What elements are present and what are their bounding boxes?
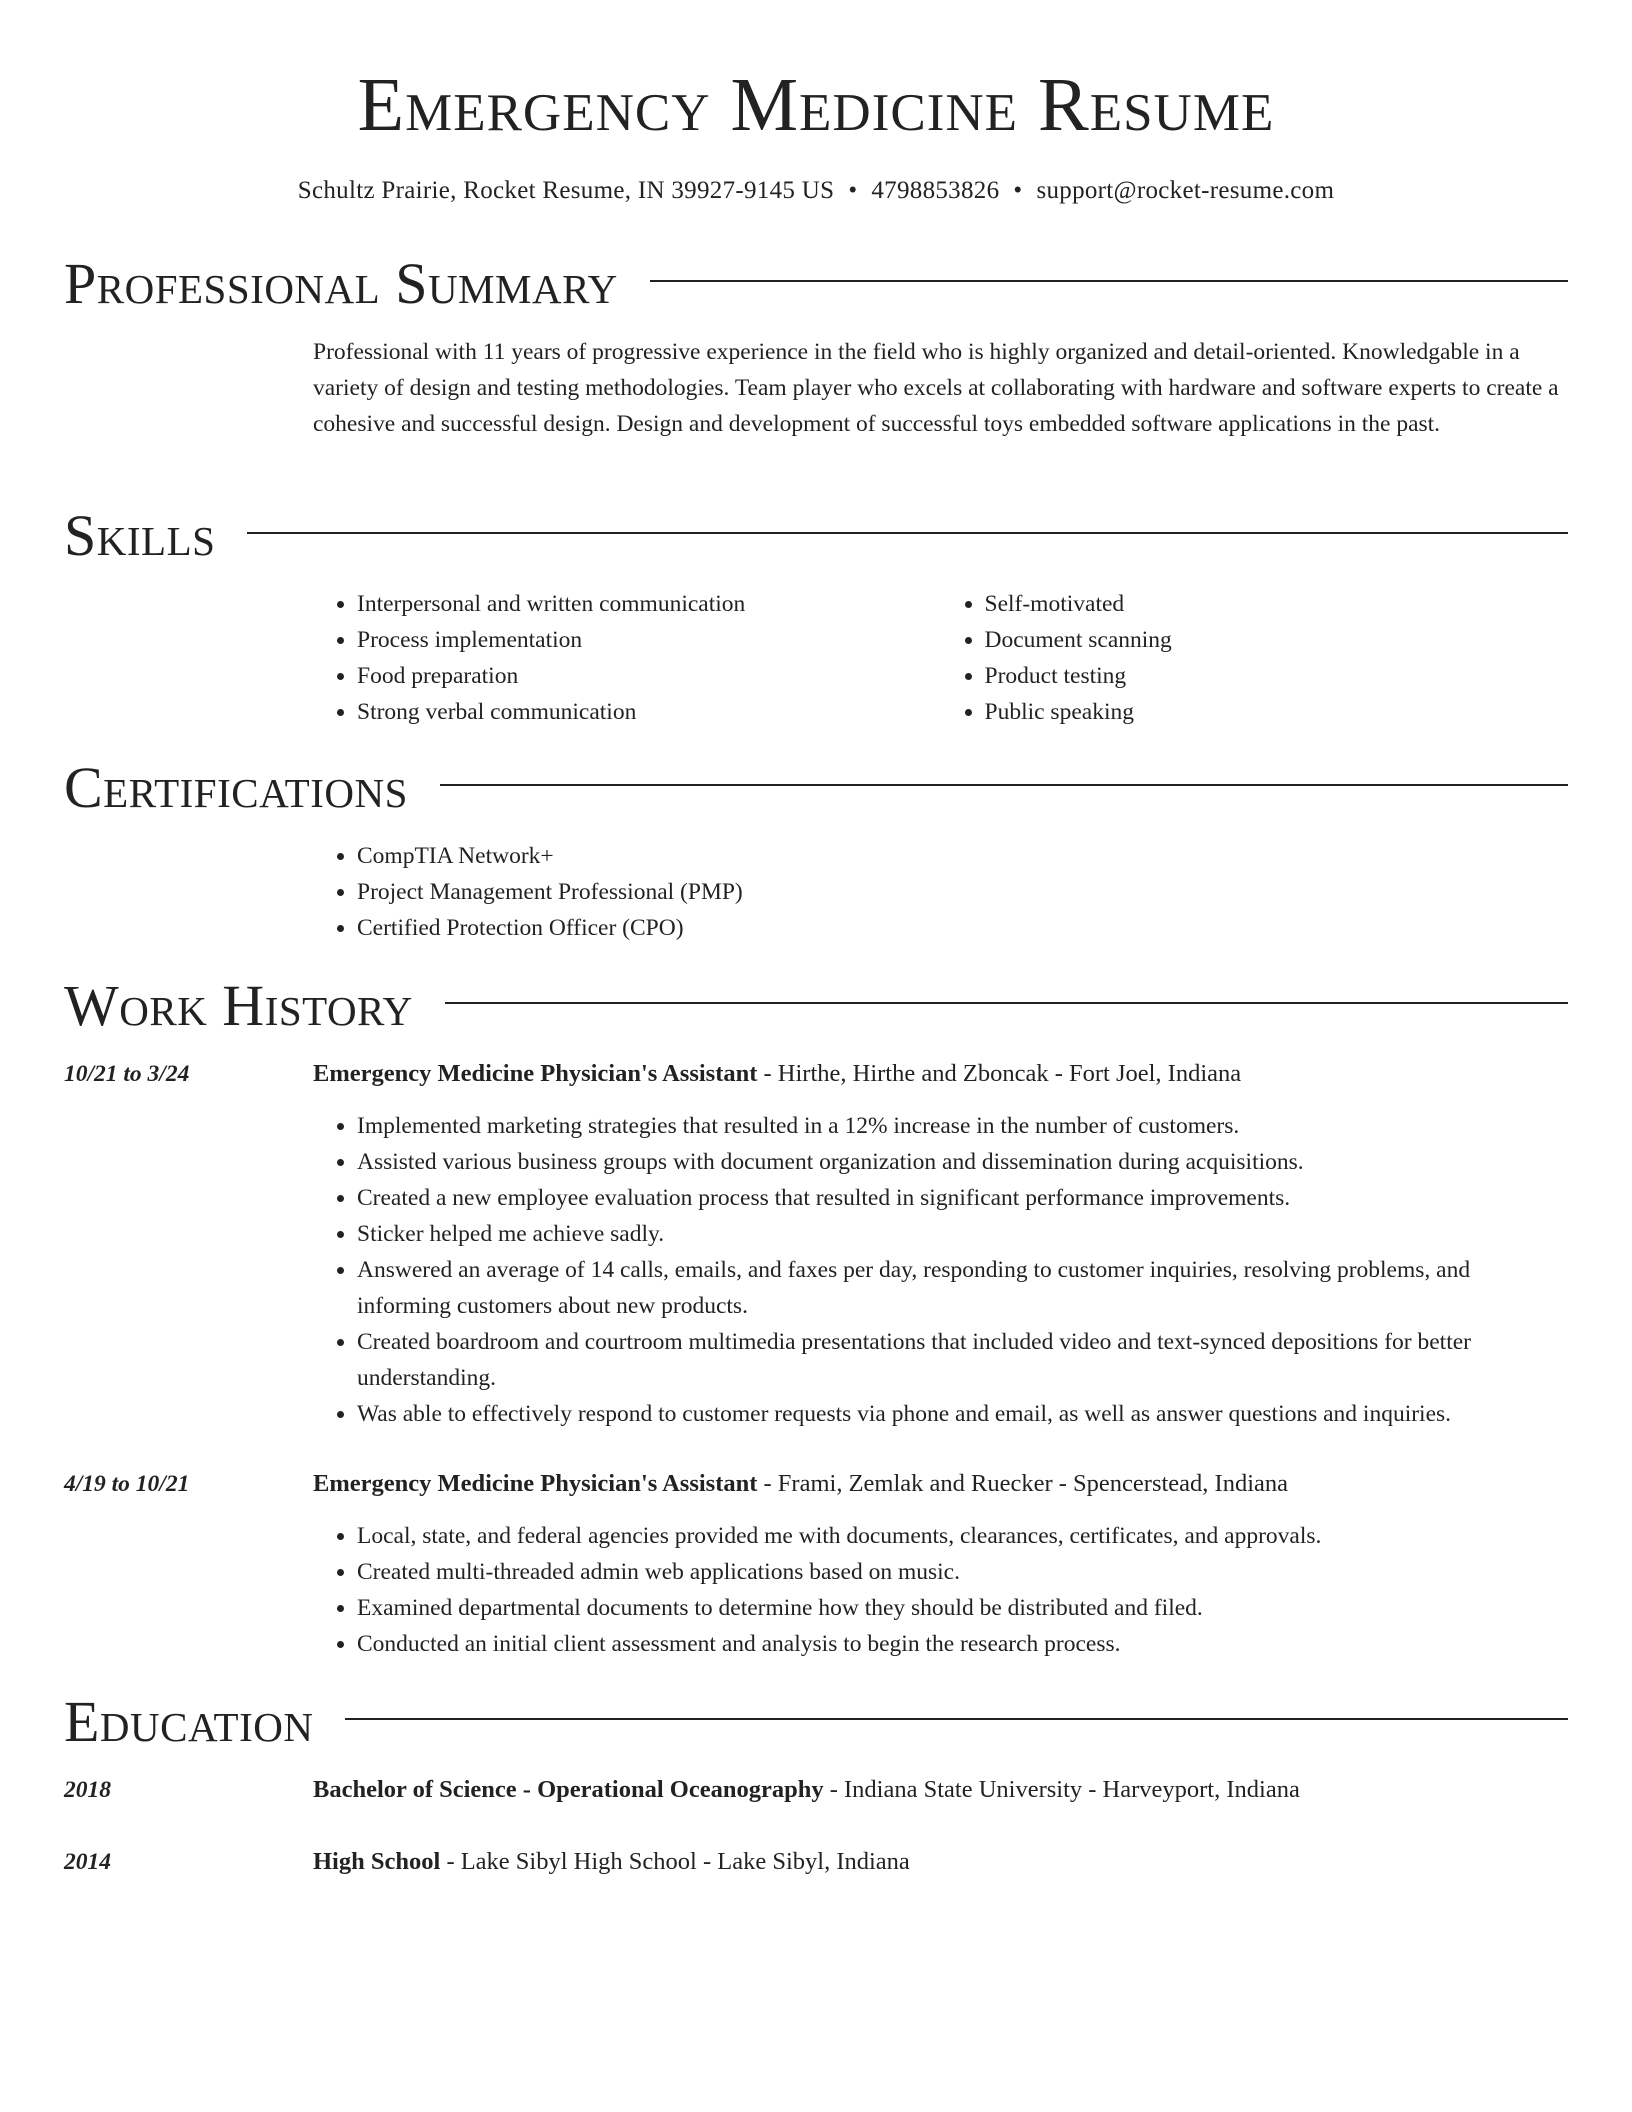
education-line: [313, 1844, 1568, 1880]
section-header-work: [64, 974, 1568, 1038]
section-divider: [345, 1718, 1568, 1720]
education-body: [313, 1772, 1568, 1808]
skill-item: • Document scanning: [985, 622, 1569, 658]
job-title: Emergency Medicine Physician's Assistant: [313, 1470, 758, 1497]
certifications-block: [313, 838, 1568, 946]
job-dates: 10/21 to 3/24: [64, 1061, 190, 1087]
job-duty: • Sticker helped me achieve sadly.: [357, 1216, 1568, 1252]
education-body: [313, 1844, 1568, 1880]
contact-address: Schultz Prairie, Rocket Resume, IN 39927-9145 US: [297, 177, 835, 204]
job-title: Emergency Medicine Physician's Assistant: [313, 1060, 758, 1087]
skill-item: • Food preparation: [357, 658, 941, 694]
summary-text: Professional with 11 years of progressive experience in the field who is highly organized and detail-oriented. Knowledgable in a variety of design and testing methodologies. Team player who excels at collaborating with hardware and software experts to create a cohesive and successful design. Design and development of successful toys embedded software applications in the past.: [313, 339, 1559, 437]
skill-item: • Public speaking: [985, 694, 1569, 730]
skill-item: • Interpersonal and written communication: [357, 586, 941, 622]
certification-item: • Certified Protection Officer (CPO): [357, 910, 1568, 946]
education-line: [313, 1772, 1568, 1808]
education-entry: [64, 1772, 1568, 1808]
skills-list-left: [313, 586, 941, 730]
job-duty: • Assisted various business groups with document organization and dissemination during acquisitions.: [357, 1144, 1568, 1180]
section-header-education: [64, 1690, 1568, 1754]
job-duty: • Created boardroom and courtroom multimedia presentations that included video and text-synced depositions for better understanding.: [357, 1324, 1568, 1396]
section-title-summary: Professional Summary: [64, 251, 618, 316]
job-duty: • Created multi-threaded admin web applications based on music.: [357, 1554, 1568, 1590]
skill-item: • Self-motivated: [985, 586, 1569, 622]
job-duty: • Answered an average of 14 calls, emails, and faxes per day, responding to customer inquiries, resolving problems, and informing customers about new products.: [357, 1252, 1568, 1324]
section-divider: [247, 532, 1568, 534]
section-divider: [650, 280, 1568, 282]
job-title-line: [313, 1056, 1568, 1092]
certifications-list: [313, 838, 1568, 946]
section-header-certifications: [64, 756, 1568, 820]
job-duty: • Examined departmental documents to determine how they should be distributed and filed.: [357, 1590, 1568, 1626]
job-duty: • Local, state, and federal agencies provided me with documents, clearances, certificates, and approvals.: [357, 1518, 1568, 1554]
section-title-certifications: Certifications: [64, 755, 408, 820]
education-degree: Bachelor of Science - Operational Oceanography: [313, 1776, 824, 1803]
education-entry: [64, 1844, 1568, 1880]
job-body: [313, 1466, 1568, 1662]
section-header-summary: [64, 252, 1568, 316]
education-school: - Indiana State University - Harveyport, Indiana: [823, 1776, 1300, 1803]
contact-email[interactable]: support@rocket-resume.com: [1036, 177, 1335, 204]
section-header-skills: [64, 504, 1568, 568]
skill-item: • Strong verbal communication: [357, 694, 941, 730]
job-entry: [64, 1466, 1568, 1662]
section-divider: [440, 784, 1568, 786]
job-employer: - Hirthe, Hirthe and Zboncak - Fort Joel, Indiana: [757, 1060, 1242, 1087]
education-school: - Lake Sibyl High School - Lake Sibyl, Indiana: [440, 1848, 910, 1875]
job-title-line: [313, 1466, 1568, 1502]
contact-separator: •: [848, 177, 858, 204]
resume-title: Emergency Medicine Resume: [357, 63, 1275, 147]
education-year: 2014: [64, 1849, 111, 1875]
education-year: 2018: [64, 1777, 111, 1803]
job-employer: - Frami, Zemlak and Ruecker - Spencerstead, Indiana: [757, 1470, 1289, 1497]
skill-item: • Process implementation: [357, 622, 941, 658]
skills-list-right: [941, 586, 1569, 730]
section-title-skills: Skills: [64, 503, 216, 568]
certification-item: • Project Management Professional (PMP): [357, 874, 1568, 910]
job-duty: • Implemented marketing strategies that resulted in a 12% increase in the number of customers.: [357, 1108, 1568, 1144]
job-duty: • Was able to effectively respond to customer requests via phone and email, as well as answer questions and inquiries.: [357, 1396, 1568, 1432]
job-duty: • Conducted an initial client assessment and analysis to begin the research process.: [357, 1626, 1568, 1662]
contact-phone[interactable]: 4798853826: [871, 177, 1000, 204]
section-title-work: Work History: [64, 973, 413, 1038]
job-duty: • Created a new employee evaluation process that resulted in significant performance improvements.: [357, 1180, 1568, 1216]
section-title-education: Education: [64, 1689, 314, 1754]
job-duties: [313, 1108, 1568, 1432]
skills-grid: [313, 586, 1568, 730]
skill-item: • Product testing: [985, 658, 1569, 694]
job-dates: 4/19 to 10/21: [64, 1471, 190, 1497]
skills-block: [313, 586, 1568, 730]
job-duties: [313, 1518, 1568, 1662]
contact-separator: •: [1013, 177, 1023, 204]
contact-line: [0, 176, 1632, 206]
job-entry: [64, 1056, 1568, 1432]
section-divider: [445, 1002, 1568, 1004]
job-body: [313, 1056, 1568, 1432]
summary-block: [313, 334, 1568, 442]
education-degree: High School: [313, 1848, 441, 1875]
certification-item: • CompTIA Network+: [357, 838, 1568, 874]
